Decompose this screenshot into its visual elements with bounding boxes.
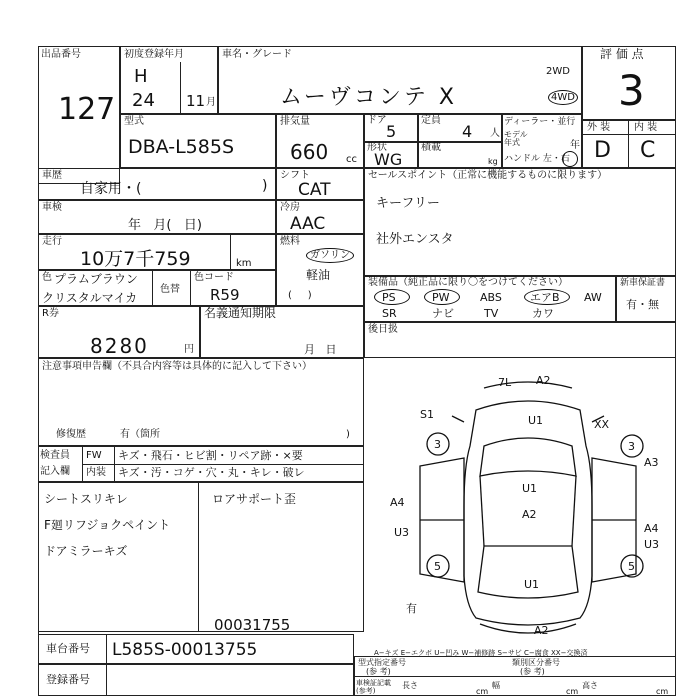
drive-2wd: 2WD: [546, 66, 570, 77]
warranty-label: 新車保証書: [620, 278, 666, 288]
equip-pw: PW: [432, 291, 450, 304]
inspector-row1: キズ・飛石・ヒビ割・リペア跡・×要: [118, 449, 303, 462]
color-code: R59: [210, 286, 240, 304]
damage-diagram: [380, 366, 676, 652]
inspector-row-line: [82, 464, 364, 465]
body-value: WG: [374, 150, 403, 169]
grade-divider: [628, 120, 629, 168]
lot-number: 127: [58, 92, 116, 127]
exterior-grade: D: [594, 138, 611, 163]
repair-value: 有（箇所: [120, 429, 160, 440]
repair-close: ): [346, 429, 350, 440]
equip-airbag-circle: [524, 289, 570, 305]
entry-label: 記入欄: [40, 466, 70, 477]
load-label: 積載: [421, 142, 441, 153]
seats-label: 定員: [421, 115, 441, 126]
equip-pw-circle: [424, 289, 460, 305]
tax-label: 名義通知期限: [204, 306, 277, 320]
seats-value: 4: [462, 122, 473, 141]
mark-7l: 7L: [498, 376, 512, 389]
equip-ps-circle: [374, 289, 410, 305]
height-label: 高さ: [582, 681, 598, 690]
comment-right: ロアサポート歪: [212, 492, 297, 506]
reg-label: 登録番号: [46, 673, 90, 686]
length-cm: cm: [476, 687, 489, 696]
chassis-label: 車台番号: [46, 642, 90, 655]
color-change-label: 色替: [160, 284, 180, 295]
recycle-label: R券: [42, 308, 59, 319]
usage-box: [38, 168, 276, 200]
tax-value: 月 日: [304, 343, 337, 356]
shift-value: CAT: [298, 180, 331, 200]
interior-entry-label: 内装: [86, 467, 106, 478]
mark-a2-center: A2: [522, 508, 537, 521]
first-reg-label: 初度登録年月: [124, 49, 184, 60]
year-unit: 年: [570, 140, 580, 151]
rear-seat-box: [364, 322, 676, 358]
model-value: DBA-L585S: [128, 136, 235, 158]
handle-label: ハンドル 左・右: [504, 154, 570, 164]
kg-unit: kg: [488, 157, 498, 166]
equip-abs: ABS: [480, 291, 502, 304]
displacement-label: 排気量: [280, 116, 310, 127]
mark-a4-left: A4: [390, 496, 405, 509]
mark-u3-right: U3: [644, 538, 660, 551]
ac-value: AAC: [290, 214, 326, 234]
mileage-value: 10万7千759: [80, 248, 191, 270]
comment-3: ドアミラーキズ: [44, 544, 128, 558]
mark-a3: A3: [644, 456, 659, 469]
eval-score: 3: [618, 66, 645, 115]
lot-label: 出品番号: [41, 49, 81, 60]
color-code-divider: [190, 270, 191, 306]
mark-u1-roof: U1: [522, 482, 538, 495]
inspector-col-divider: [114, 446, 115, 482]
chassis-handwritten-top: 00031755: [214, 616, 291, 634]
fuel-gas: ガソリン: [306, 248, 354, 263]
fw-label: FW: [86, 450, 102, 461]
inspection-value: 年 月( 日): [128, 218, 202, 233]
mark-5-right: 5: [628, 560, 635, 573]
color-divider: [152, 270, 153, 306]
usage-label: 車歴: [42, 170, 62, 181]
equip-tv: TV: [484, 307, 499, 320]
car-name: ムーヴコンテ X: [280, 85, 457, 110]
drive-4wd: 4WD: [548, 90, 578, 105]
eval-label: 評 価 点: [600, 47, 644, 61]
mark-5-left: 5: [434, 560, 441, 573]
color-label: 色: [42, 272, 52, 283]
equip-label: 装備品（純正品に限り〇をつけてください）: [368, 277, 568, 288]
mark-u3-left: U3: [394, 526, 410, 539]
mark-3-right: 3: [628, 440, 635, 453]
rear-seat-label: 後日扱: [368, 324, 398, 335]
km-unit: km: [236, 258, 252, 269]
mark-a4-right: A4: [644, 522, 659, 535]
equip-sr: SR: [382, 307, 397, 320]
color-code-label: 色コード: [194, 272, 234, 283]
month: 11: [186, 92, 206, 110]
mark-3-left: 3: [434, 438, 441, 451]
mark-a2-bottom: A2: [534, 624, 549, 637]
mark-xx: XX: [594, 418, 610, 431]
mileage-label: 走行: [42, 236, 62, 247]
inspector-row2: キズ・汚・コゲ・穴・丸・キレ・破レ: [118, 466, 305, 479]
recycle-value: 8280: [90, 334, 149, 358]
chassis-value: L585S-00013755: [112, 640, 258, 660]
comment-1: シートスリキレ: [44, 492, 128, 506]
equip-leather: カワ: [532, 307, 554, 320]
interior-label: 内 装: [634, 122, 658, 133]
warranty-value: 有・無: [626, 298, 659, 311]
inspection-label: 車検: [42, 202, 62, 213]
mark-u1-rear: U1: [524, 578, 540, 591]
doors-label: ドア: [367, 115, 387, 126]
fuel-paren: ( ): [288, 290, 312, 301]
inspector-label: 検査員: [40, 450, 70, 461]
shift-label: シフト: [280, 170, 310, 181]
equip-navi: ナビ: [432, 307, 454, 320]
sales-item-1: キーフリー: [376, 196, 440, 211]
diagram-legend: A−キズ E−エクボ U−凹み W−補修跡 S−サビ C−腐食 XX−交換済: [374, 649, 588, 657]
color-name-2: クリスタルマイカ: [42, 291, 138, 305]
doors-value: 5: [386, 122, 397, 141]
repair-label: 修復歴: [56, 429, 86, 440]
mark-yes: 有: [406, 602, 417, 615]
cert-label: 車検証記載(参考): [356, 679, 391, 695]
cc-unit: cc: [346, 154, 357, 165]
model-year-label: モデル年式: [504, 130, 528, 147]
comments-divider: [198, 482, 199, 632]
mark-a2-top: A2: [536, 374, 551, 387]
fuel-light: 軽油: [306, 268, 331, 282]
height-cm: cm: [656, 687, 669, 696]
width-cm: cm: [566, 687, 579, 696]
equip-aw: AW: [584, 291, 602, 304]
model-spec-label: 型式指定番号: [358, 658, 406, 667]
length-label: 長さ: [402, 681, 418, 690]
body-label: 形状: [367, 142, 387, 153]
yen-unit: 円: [184, 344, 194, 355]
km-divider: [230, 234, 231, 270]
color-name-1: プラムブラウン: [54, 272, 138, 286]
month-unit: 月: [206, 97, 216, 108]
displacement-value: 660: [290, 140, 329, 164]
sales-box: [364, 168, 676, 276]
comment-2: F廻リフジョクペイント: [44, 518, 171, 532]
mark-s1: S1: [420, 408, 434, 421]
handle-right-circle: [562, 151, 578, 167]
year: 24: [132, 90, 155, 111]
class-spec-ref: (参 考): [520, 667, 545, 676]
width-label: 幅: [492, 681, 500, 690]
equip-airbag: エアB: [530, 291, 560, 304]
exterior-label: 外 装: [587, 122, 611, 133]
model-spec-ref: (参 考): [366, 667, 391, 676]
notes-label: 注意事項申告欄（不具合内容等は具体的に記入して下さい）: [42, 361, 312, 372]
sales-label: セールスポイント（正常に機能するものに限ります）: [368, 170, 608, 181]
ac-label: 冷房: [280, 202, 300, 213]
usage-close: ): [262, 178, 268, 194]
era: H: [134, 66, 148, 87]
equip-ps: PS: [382, 291, 396, 304]
class-spec-label: 類別区分番号: [512, 658, 560, 667]
usage-value: 自家用・(: [80, 181, 142, 197]
person-unit: 人: [490, 128, 500, 139]
car-name-label: 車名・グレード: [222, 49, 292, 60]
sales-item-2: 社外エンスタ: [376, 232, 454, 247]
mark-u1-top: U1: [528, 414, 544, 427]
fuel-label: 燃料: [280, 236, 300, 247]
interior-grade: C: [640, 138, 656, 163]
dealer-label: ディーラー・並行: [504, 117, 576, 127]
model-label: 型式: [124, 116, 144, 127]
spec-divider-h: [354, 676, 676, 677]
year-divider: [180, 62, 181, 114]
grade-label-line: [582, 134, 676, 135]
